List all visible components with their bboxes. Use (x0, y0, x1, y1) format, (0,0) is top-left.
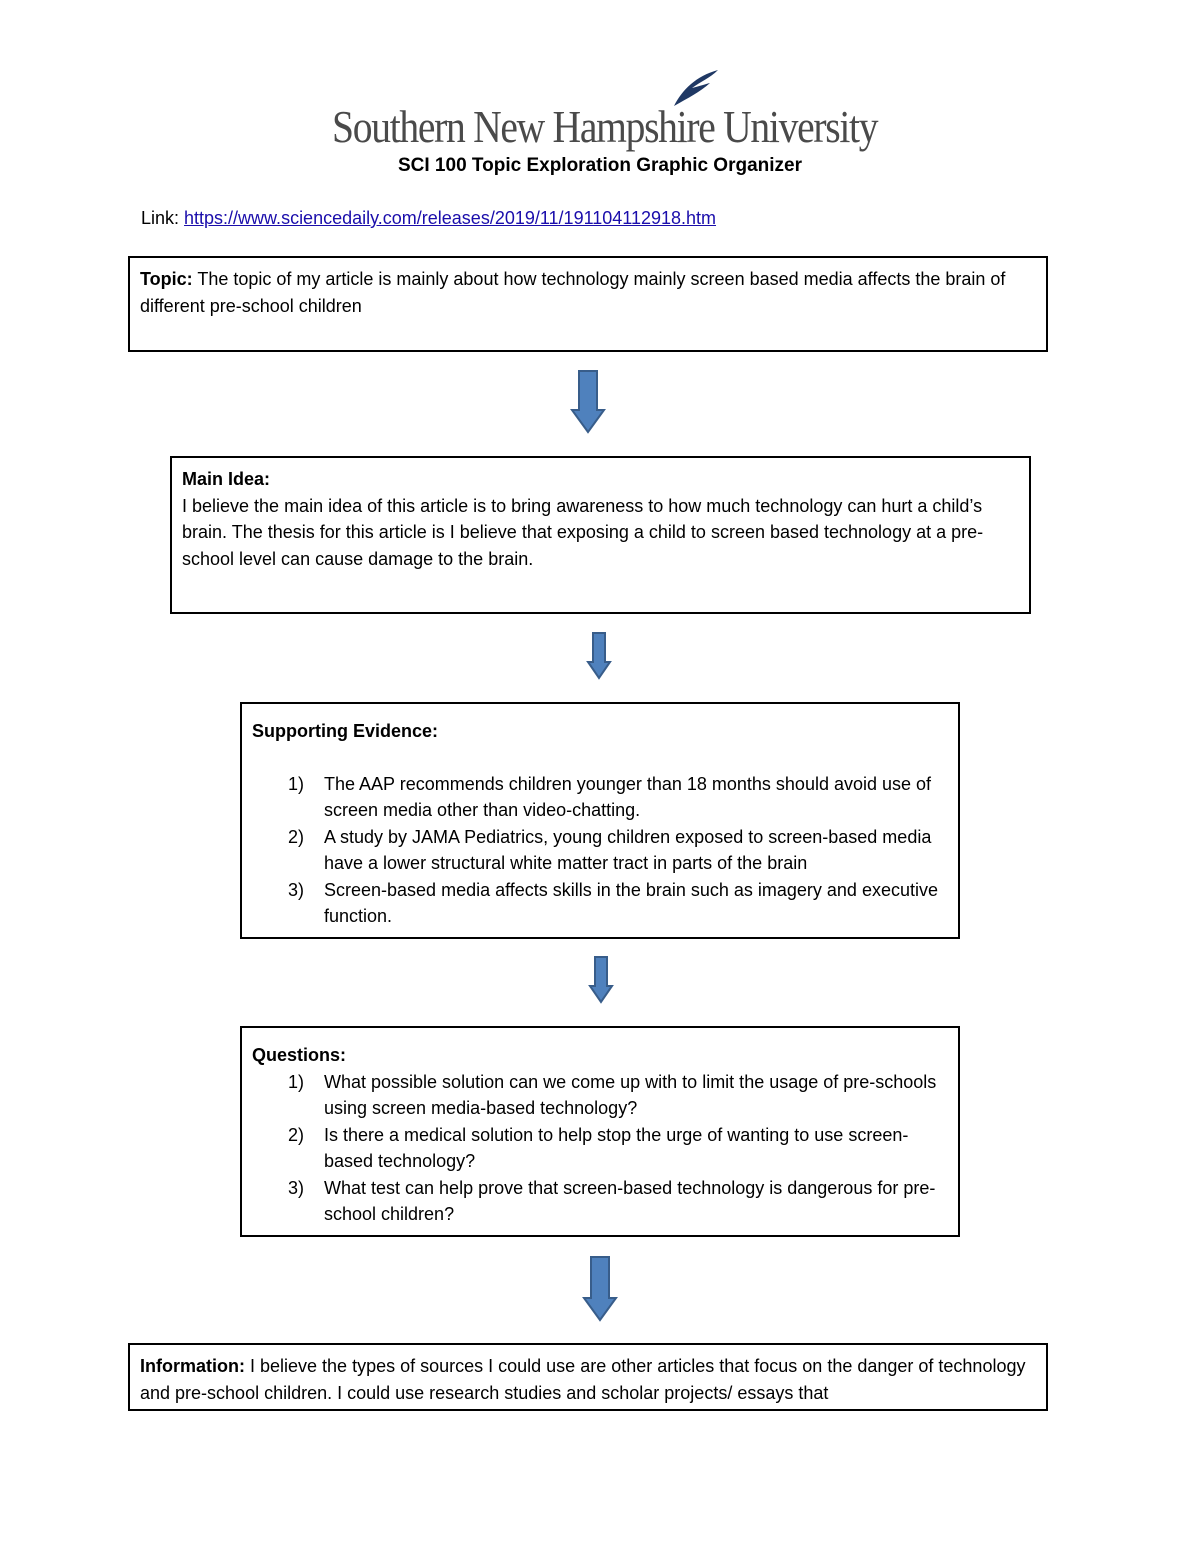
list-item-text: What possible solution can we come up with to limit the usage of pre-schools using screen media-based technology? (324, 1071, 937, 1118)
list-item (252, 1069, 948, 1122)
university-logo (330, 68, 878, 158)
information-label: Information: (140, 1356, 245, 1376)
list-number: 1) (288, 773, 305, 794)
list-item (252, 771, 948, 824)
down-arrow-icon (582, 1256, 618, 1322)
questions-box (240, 1026, 960, 1237)
topic-label: Topic: (140, 269, 193, 289)
link-line (141, 208, 716, 229)
information-box (128, 1343, 1048, 1411)
topic-box (128, 256, 1048, 352)
questions-list (252, 1069, 948, 1228)
list-item (252, 877, 948, 930)
list-item-text: Screen-based media affects skills in the brain such as imagery and executive function. (324, 879, 938, 926)
list-item (252, 1175, 948, 1228)
evidence-list (252, 771, 948, 930)
main-idea-text: I believe the main idea of this article is to bring awareness to how much technology can hurt a child’s brain. The thesis for this article is I believe that exposing a child to screen based technology at a pre-school level can cause damage to the brain. (182, 495, 984, 569)
main-idea-label: Main Idea: (182, 469, 271, 489)
list-item-text: The AAP recommends children younger than 18 months should avoid use of screen media other than video-chatting. (324, 773, 932, 820)
list-item (252, 1122, 948, 1175)
down-arrow-icon (570, 370, 606, 434)
list-item (252, 824, 948, 877)
list-number: 2) (288, 1124, 305, 1145)
supporting-evidence-box (240, 702, 960, 939)
list-number: 2) (288, 826, 305, 847)
down-arrow-icon (586, 632, 612, 680)
list-number: 3) (288, 1177, 305, 1198)
article-link[interactable]: https://www.sciencedaily.com/releases/2019/11/191104112918.htm (184, 208, 717, 228)
information-text: I believe the types of sources I could use are other articles that focus on the danger of technology and pre-school children. I could use research studies and scholar projects/ essays that (140, 1356, 1026, 1403)
questions-label: Questions: (252, 1045, 347, 1065)
list-item-text: Is there a medical solution to help stop the urge of wanting to use screen-based technology? (324, 1124, 909, 1171)
document-title: SCI 100 Topic Exploration Graphic Organizer (397, 155, 803, 176)
topic-text: The topic of my article is mainly about how technology mainly screen based media affects the brain of different pre-school children (140, 269, 1006, 316)
main-idea-box (170, 456, 1031, 614)
evidence-label: Supporting Evidence: (252, 721, 439, 741)
list-item-text: A study by JAMA Pediatrics, young children exposed to screen-based media have a lower structural white matter tract in parts of the brain (324, 826, 932, 873)
list-number: 3) (288, 879, 305, 900)
list-number: 1) (288, 1071, 305, 1092)
logo-wordmark: Southern New Hampshire University (332, 101, 878, 152)
link-label: Link: (141, 208, 185, 228)
list-item-text: What test can help prove that screen-based technology is dangerous for pre-school children? (324, 1177, 936, 1224)
down-arrow-icon (588, 956, 614, 1004)
